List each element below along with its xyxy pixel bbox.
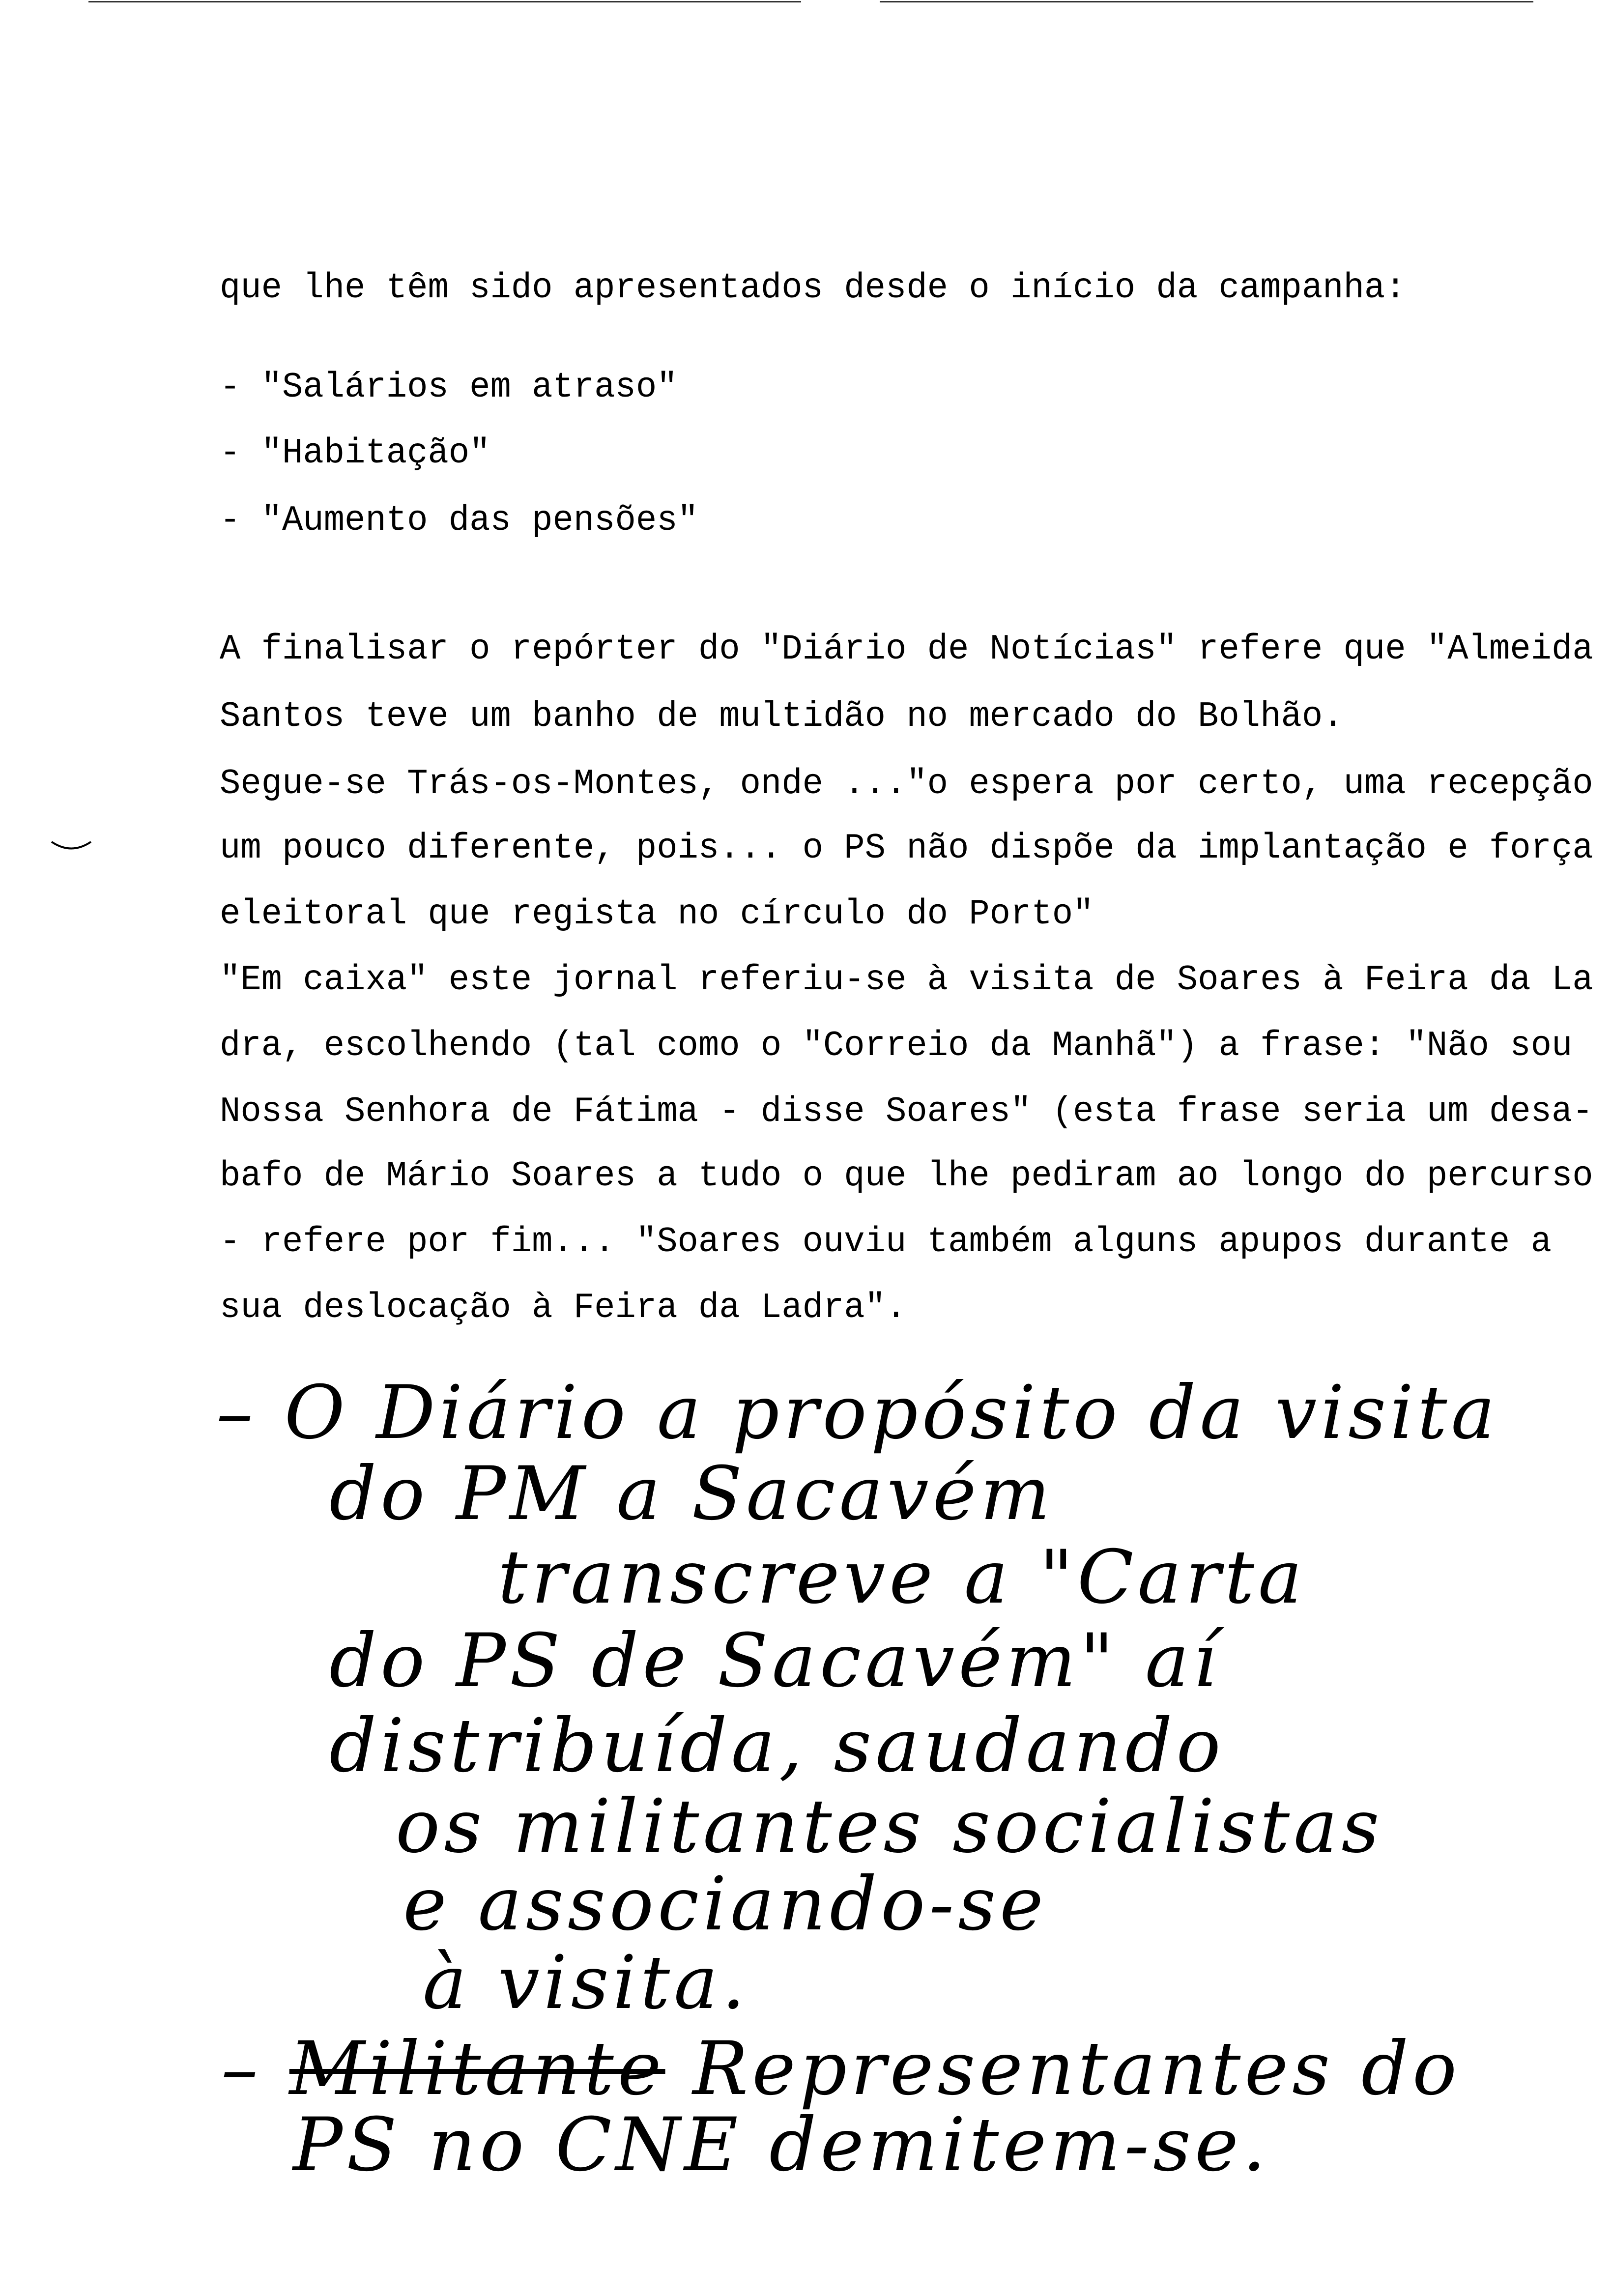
handwritten-line: os militantes socialistas bbox=[396, 1784, 1383, 1869]
paragraph-line: A finalisar o repórter do "Diário de Notícias" refere que "Almeida bbox=[220, 629, 1593, 669]
handwritten-line: à visita. bbox=[423, 1940, 749, 2026]
handwritten-dash: – bbox=[221, 2026, 262, 2112]
handwritten-line: do PS de Sacavém" aí bbox=[329, 1618, 1221, 1704]
intro-line: que lhe têm sido apresentados desde o início da campanha: bbox=[220, 268, 1406, 308]
scan-edge-line bbox=[88, 1, 801, 2]
handwritten-text: Representantes do bbox=[692, 2026, 1461, 2112]
handwritten-line: PS no CNE demitem-se. bbox=[293, 2102, 1270, 2188]
paragraph-line: Santos teve um banho de multidão no mercado do Bolhão. bbox=[220, 696, 1344, 737]
handwritten-line: e associando-se bbox=[403, 1862, 1047, 1947]
paragraph-line: um pouco diferente, pois... o PS não dispõe da implantação e força bbox=[220, 828, 1593, 868]
handwritten-line: do PM a Sacavém bbox=[329, 1451, 1054, 1537]
paragraph-line: eleitoral que regista no círculo do Porto" bbox=[220, 894, 1094, 934]
paragraph-line: bafo de Mário Soares a tudo o que lhe pediram ao longo do percurso bbox=[220, 1156, 1593, 1196]
handwritten-line: – O Diário a propósito da visita bbox=[216, 1370, 1499, 1456]
paragraph-line: sua deslocação à Feira da Ladra". bbox=[220, 1288, 907, 1328]
paragraph-line: "Em caixa" este jornal referiu-se à visita de Soares à Feira da La bbox=[220, 960, 1593, 1000]
struck-word: Militante bbox=[289, 2026, 665, 2112]
handwritten-line: transcreve a "Carta bbox=[498, 1535, 1306, 1620]
bullet-item: - "Habitação" bbox=[220, 433, 490, 473]
handwritten-line-last bbox=[221, 2026, 1461, 2112]
bullet-item: - "Aumento das pensões" bbox=[220, 500, 698, 541]
punch-hole-mark bbox=[49, 838, 93, 858]
bullet-item: - "Salários em atraso" bbox=[220, 367, 678, 407]
paragraph-line: Nossa Senhora de Fátima - disse Soares" (esta frase seria um desa- bbox=[220, 1091, 1593, 1132]
paragraph-line: Segue-se Trás-os-Montes, onde ..."o espera por certo, uma recepção bbox=[220, 764, 1593, 804]
scan-edge-line bbox=[880, 1, 1533, 2]
paragraph-line: - refere por fim... "Soares ouviu também alguns apupos durante a bbox=[220, 1222, 1552, 1262]
paragraph-line: dra, escolhendo (tal como o "Correio da Manhã") a frase: "Não sou bbox=[220, 1026, 1573, 1066]
handwritten-line: distribuída, saudando bbox=[329, 1703, 1225, 1789]
